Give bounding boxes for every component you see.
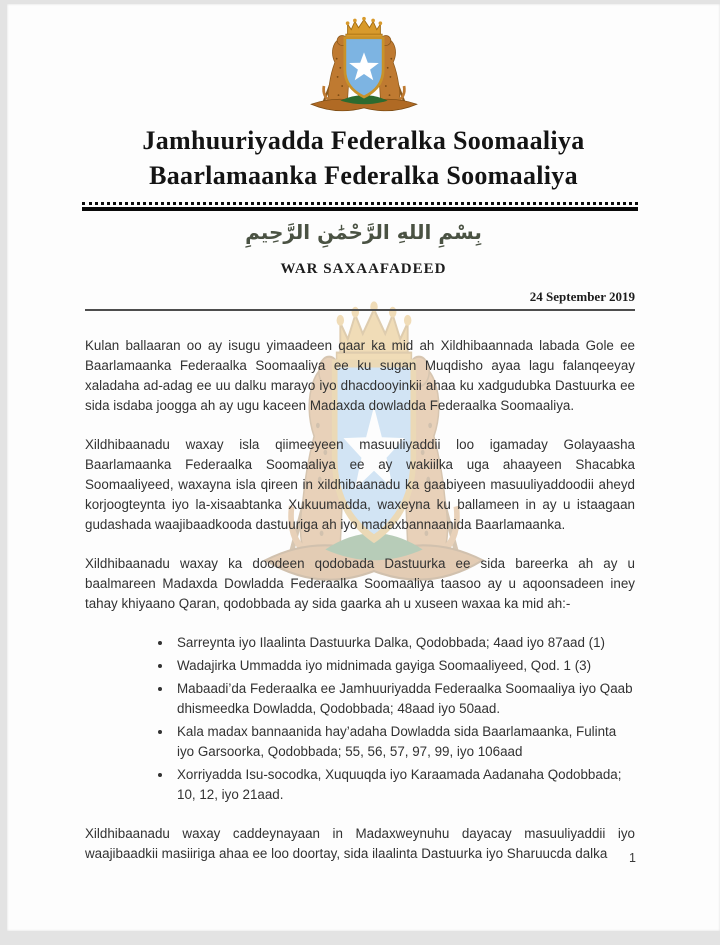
document-page bbox=[7, 4, 720, 931]
body-text bbox=[85, 336, 635, 864]
paragraph-4: Xildhibaanadu waxay caddeynayaan in Madaxweynuhu dayacay masuuliyaddii iyo waajibaadkii masiiriga ahaa ee loo doortay, sida ilaalinta Dastuurka iyo Sharuucda dalka bbox=[85, 826, 635, 861]
paragraph-2: Xildhibaanadu waxay isla qiimeeyeen masuuliyaddii loo igamaday Golayaasha Baarlamaanka Federaalka Soomaaliya ee ay wakiilka uga ahaayeen Shacabka Soomaaliyeed, waxayna isla qireen in xildhibaanadu ka gaabiyeen masuuliyaddoodii aheyd korjoogteynta iyo la-xisaabtanka Xukuumadda, waxeyna ku ballameen in ay u istaagaan gudashada waajibaadkooda dastuuriga ah iyo madaxbannaanida Baarlamaanka. bbox=[85, 437, 635, 532]
paragraph-3: Xildhibaanadu waxay ka doodeen qodobada Dastuurka ee sida bareerka ah ay u baalmareen Madaxda Dowladda Federaalka Soomaaliya taasoo ay u aqoonsadeen iney tahay khiyaano Qaran, qodobbada ay sida gaarka ah u xuseen waxaa ka mid ah:- bbox=[85, 556, 635, 611]
constitution-articles-list bbox=[85, 633, 635, 805]
republic-title: Jamhuuriyadda Federalka Soomaaliya bbox=[142, 126, 585, 155]
parliament-title: Baarlamaanka Federalka Soomaaliya bbox=[149, 161, 578, 190]
date: 24 September 2019 bbox=[529, 289, 635, 304]
document-content bbox=[85, 289, 635, 864]
dotted-divider bbox=[82, 202, 638, 211]
list-item: • Mabaadi’da Federaalka ee Jamhuuriyadda Federaalka Soomaaliya iyo Qaab dhismeedka Dowladda, Qodobbada; 48aad iyo 50aad. bbox=[173, 679, 635, 719]
paragraph-1: Kulan ballaaran oo ay isugu yimaadeen qaar ka mid ah Xildhibaannada labada Gole ee Baarlamaanka Federaalka Soomaaliya ee ku sugan Muqdisho ayaa lagu falanqeeyay xaladaha ad-adag ee uu dalku marayo iyo dhacdooyinkii ahaa ku xadgudubka Dastuurka ee sida isdaba joogga ah ay ugu kaceen Madaxda dowladda Federaalka Soomaaliya. bbox=[85, 338, 635, 413]
list-item: • Xorriyadda Isu-socodka, Xuquuqda iyo Karaamada Aadanaha Qodobbada; 10, 12, iyo 21aad. bbox=[173, 765, 635, 805]
press-release-heading: WAR SAXAAFADEED bbox=[280, 261, 447, 277]
somalia-coat-of-arms-icon bbox=[300, 15, 428, 117]
page-number: 1 bbox=[629, 851, 636, 865]
list-item: • Sarreynta iyo Ilaalinta Dastuurka Dalka, Qodobbada; 4aad iyo 87aad (1) bbox=[173, 633, 635, 653]
list-item: • Kala madax bannaanida hay’adaha Dowladda sida Baarlamaanka, Fulinta iyo Garsoorka, Qodobbada; 55, 56, 57, 97, 99, iyo 106aad bbox=[173, 722, 635, 762]
bismillah-text: بِسْمِ اللهِ الرَّحْمَٰنِ الرَّحِيمِ bbox=[245, 220, 482, 244]
list-item: • Wadajirka Ummadda iyo midnimada gayiga Soomaaliyeed, Qod. 1 (3) bbox=[173, 656, 635, 676]
header-rule bbox=[85, 309, 635, 311]
